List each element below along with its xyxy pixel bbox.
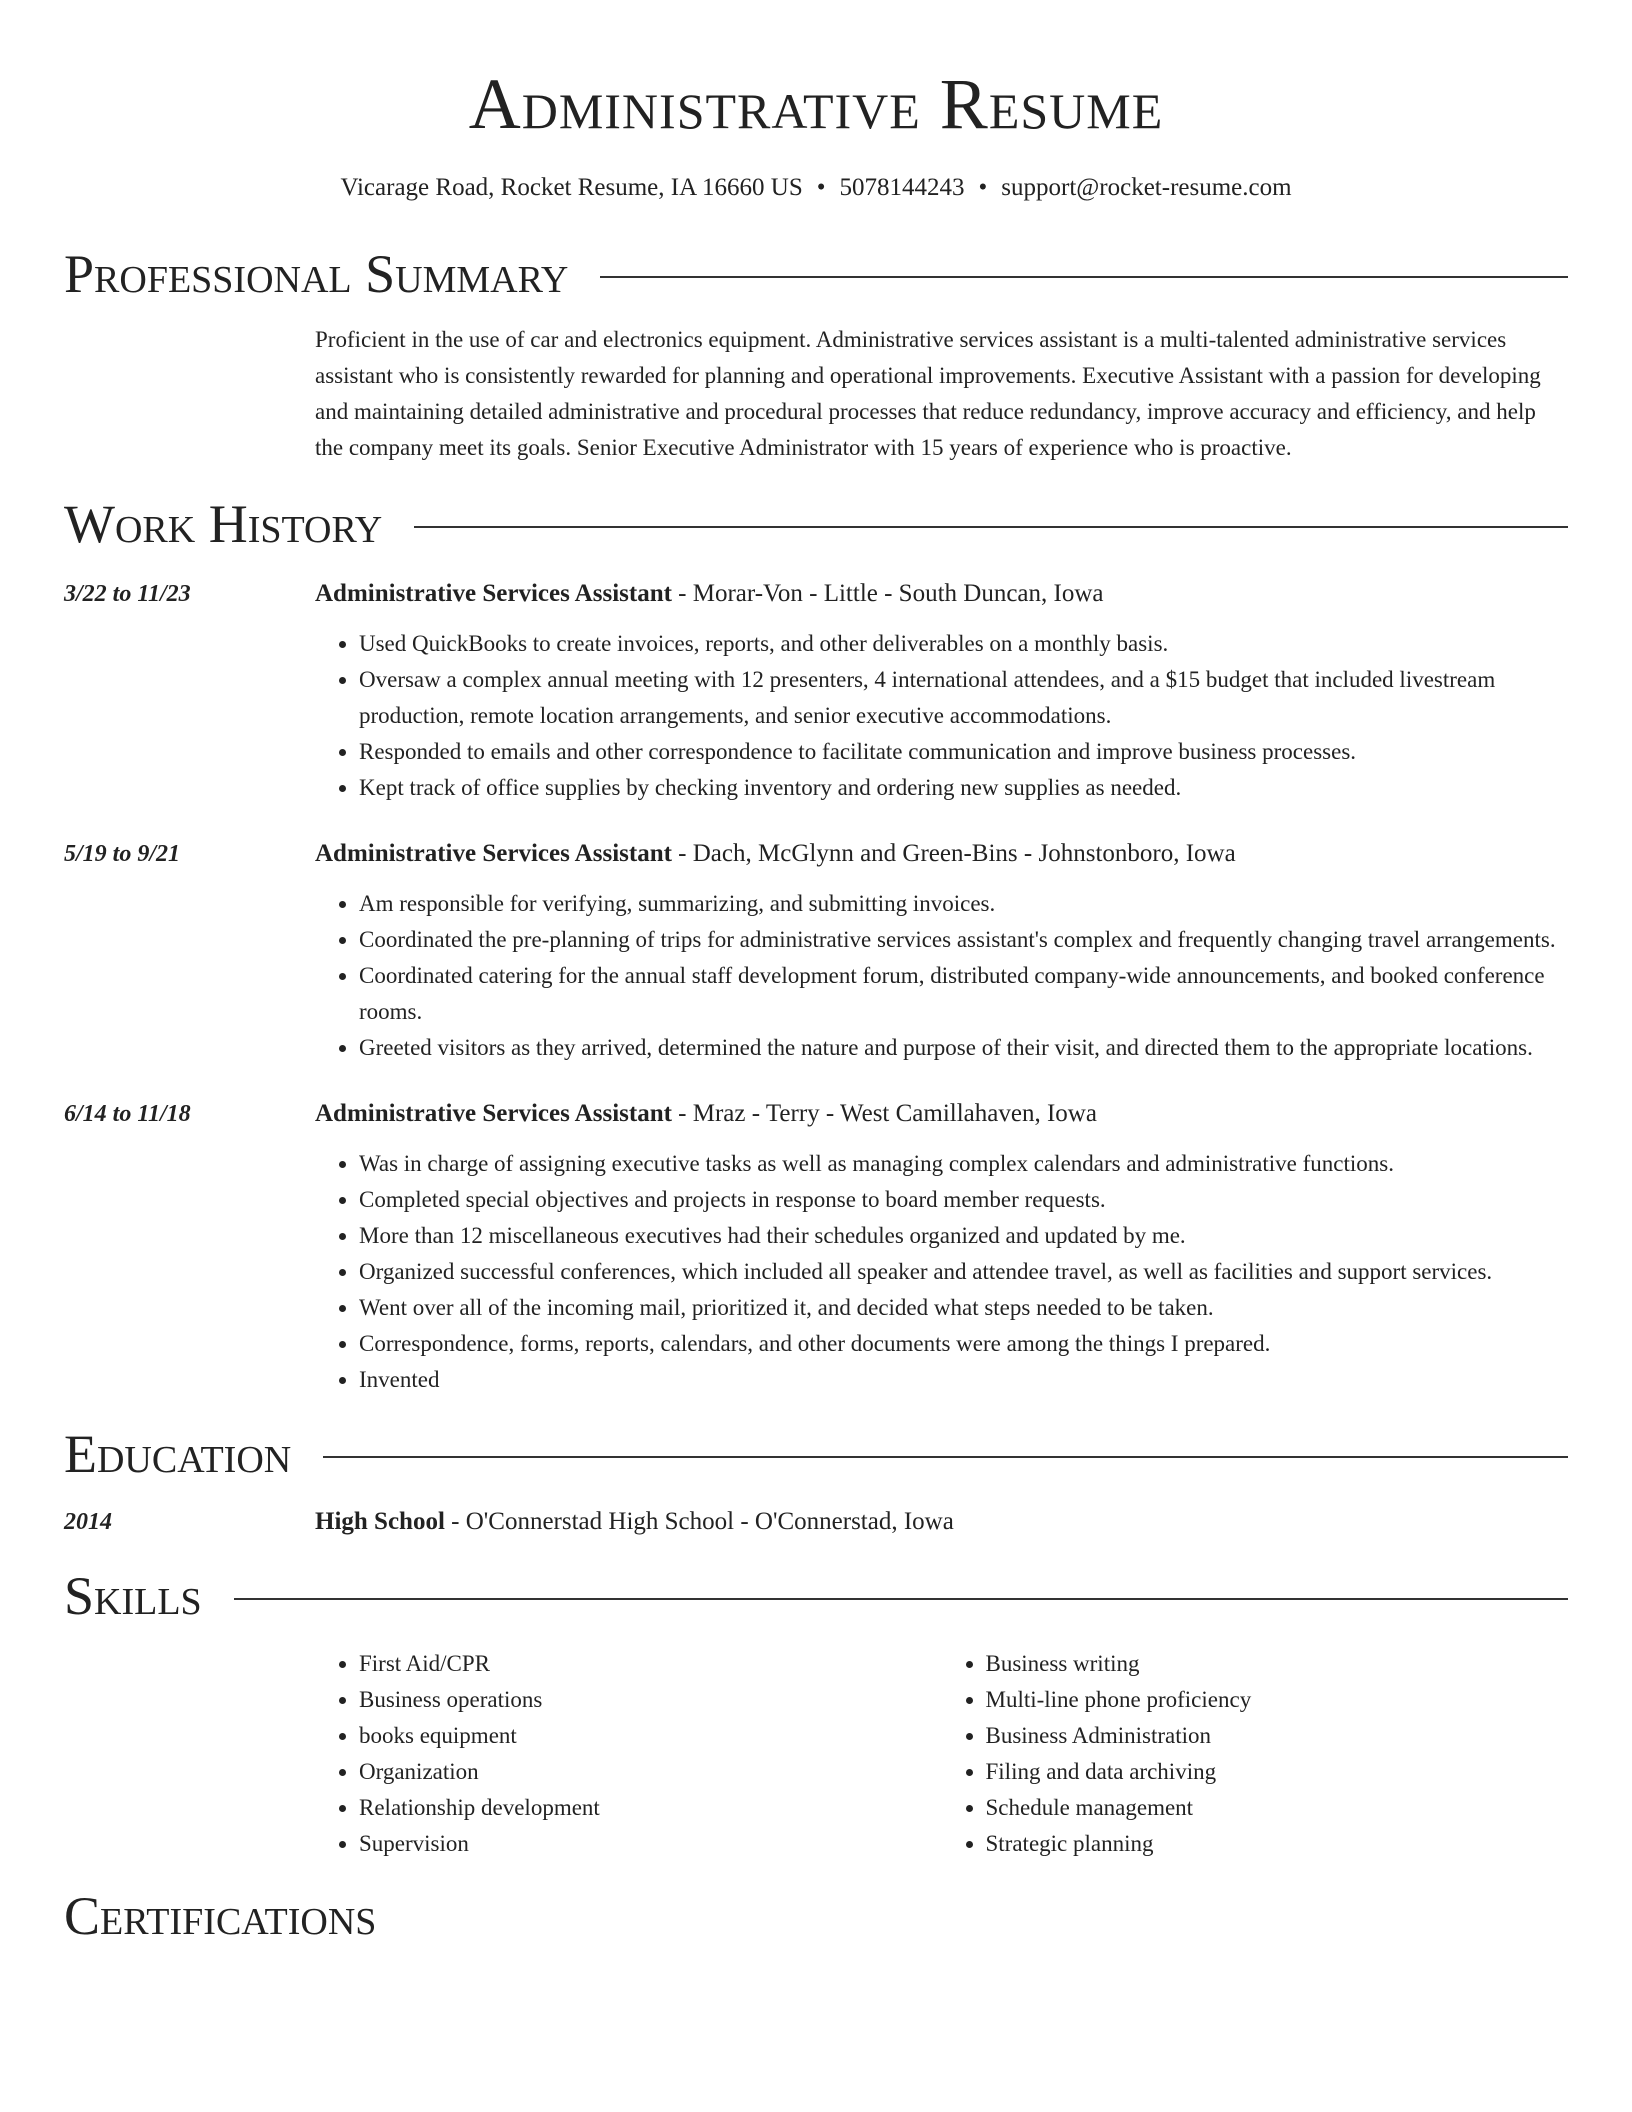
education-section-header [64,1424,1568,1484]
skill-item: • Strategic planning [986,1826,1569,1862]
job-bullet: • Organized successful conferences, which included all speaker and attendee travel, as well as facilities and support services. [359,1254,1568,1290]
skill-item: • Multi-line phone proficiency [986,1682,1569,1718]
skill-item: • Schedule management [986,1790,1569,1826]
skill-item: • Business Administration [986,1718,1569,1754]
job-details: - Mraz - Terry - West Camillahaven, Iowa [671,1100,1097,1127]
skills-row [64,1646,1568,1862]
job-title: Administrative Services Assistant [315,1100,672,1127]
contact-address: Vicarage Road, Rocket Resume, IA 16660 US [340,174,803,201]
skill-item: • Relationship development [359,1790,942,1826]
contact-email: support@rocket-resume.com [1001,174,1292,201]
job-bullets [315,1146,1568,1398]
job-bullet: • Oversaw a complex annual meeting with 12 presenters, 4 international attendees, and a $15 budget that included livestream production, remote location arrangements, and senior executive accommodations. [359,662,1568,734]
contact-line [64,172,1568,204]
job-date: 5/19 to 9/21 [64,841,181,867]
skill-item: • First Aid/CPR [359,1646,942,1682]
job-bullet: • Am responsible for verifying, summarizing, and submitting invoices. [359,886,1568,922]
skill-item: • Organization [359,1754,942,1790]
job-details: - Morar-Von - Little - South Duncan, Iowa [671,580,1104,607]
contact-phone: 5078144243 [839,174,965,201]
skills-heading: Skills [64,1566,202,1626]
work-heading: Work History [64,494,383,554]
job-title: Administrative Services Assistant [315,840,672,867]
job-entry [64,576,1568,806]
education-heading: Education [64,1424,292,1484]
job-bullet: • Coordinated the pre-planning of trips for administrative services assistant's complex and frequently changing travel arrangements. [359,922,1568,958]
skill-item: • Filing and data archiving [986,1754,1569,1790]
education-date: 2014 [64,1509,112,1535]
job-date: 3/22 to 11/23 [64,581,191,607]
section-divider [234,1598,1568,1600]
job-title: Administrative Services Assistant [315,580,672,607]
skill-item: • Supervision [359,1826,942,1862]
job-bullet: • More than 12 miscellaneous executives had their schedules organized and updated by me. [359,1218,1568,1254]
job-bullet: • Greeted visitors as they arrived, determined the nature and purpose of their visit, and directed them to the appropriate locations. [359,1030,1568,1066]
skills-list-left [315,1646,942,1862]
certifications-heading: Certifications [64,1886,377,1946]
contact-separator: • [816,174,826,201]
skill-item: • Business operations [359,1682,942,1718]
job-header [315,1096,1568,1132]
section-divider [323,1456,1568,1458]
summary-row [64,322,1568,466]
job-details: - Dach, McGlynn and Green-Bins - Johnstonboro, Iowa [671,840,1236,867]
certifications-section-header [64,1886,1568,1946]
work-history-list [64,576,1568,1398]
job-bullet: • Invented [359,1362,1568,1398]
job-bullets [315,626,1568,806]
contact-separator: • [978,174,988,201]
summary-text: Proficient in the use of car and electronics equipment. Administrative services assistant is a multi-talented administrative services assistant who is consistently rewarded for planning and operational improvements. Executive Assistant with a passion for developing and maintaining detailed administrative and procedural processes that reduce redundancy, improve accuracy and efficiency, and help the company meet its goals. Senior Executive Administrator with 15 years of experience who is proactive. [315,327,1541,460]
job-date: 6/14 to 11/18 [64,1101,191,1127]
job-header [315,576,1568,612]
job-bullet: • Responded to emails and other correspondence to facilitate communication and improve business processes. [359,734,1568,770]
summary-section-header [64,244,1568,304]
resume-name: Administrative Resume [468,64,1164,144]
section-divider [600,276,1568,278]
skills-section-header [64,1566,1568,1626]
job-bullet: • Coordinated catering for the annual staff development forum, distributed company-wide announcements, and booked conference rooms. [359,958,1568,1030]
education-details: - O'Connerstad High School - O'Connerstad, Iowa [444,1508,954,1535]
skill-item: • Business writing [986,1646,1569,1682]
education-entry [64,1504,1568,1540]
job-bullet: • Completed special objectives and projects in response to board member requests. [359,1182,1568,1218]
job-bullet: • Used QuickBooks to create invoices, reports, and other deliverables on a monthly basis. [359,626,1568,662]
summary-heading: Professional Summary [64,244,569,304]
job-bullet: • Kept track of office supplies by checking inventory and ordering new supplies as needed. [359,770,1568,806]
job-bullet: • Went over all of the incoming mail, prioritized it, and decided what steps needed to be taken. [359,1290,1568,1326]
work-section-header [64,494,1568,554]
job-bullets [315,886,1568,1066]
skill-item: • books equipment [359,1718,942,1754]
job-bullet: • Correspondence, forms, reports, calendars, and other documents were among the things I prepared. [359,1326,1568,1362]
education-degree: High School [315,1508,445,1535]
job-bullet: • Was in charge of assigning executive tasks as well as managing complex calendars and administrative functions. [359,1146,1568,1182]
job-entry [64,1096,1568,1398]
job-header [315,836,1568,872]
job-entry [64,836,1568,1066]
section-divider [414,526,1568,528]
skills-list-right [942,1646,1569,1862]
